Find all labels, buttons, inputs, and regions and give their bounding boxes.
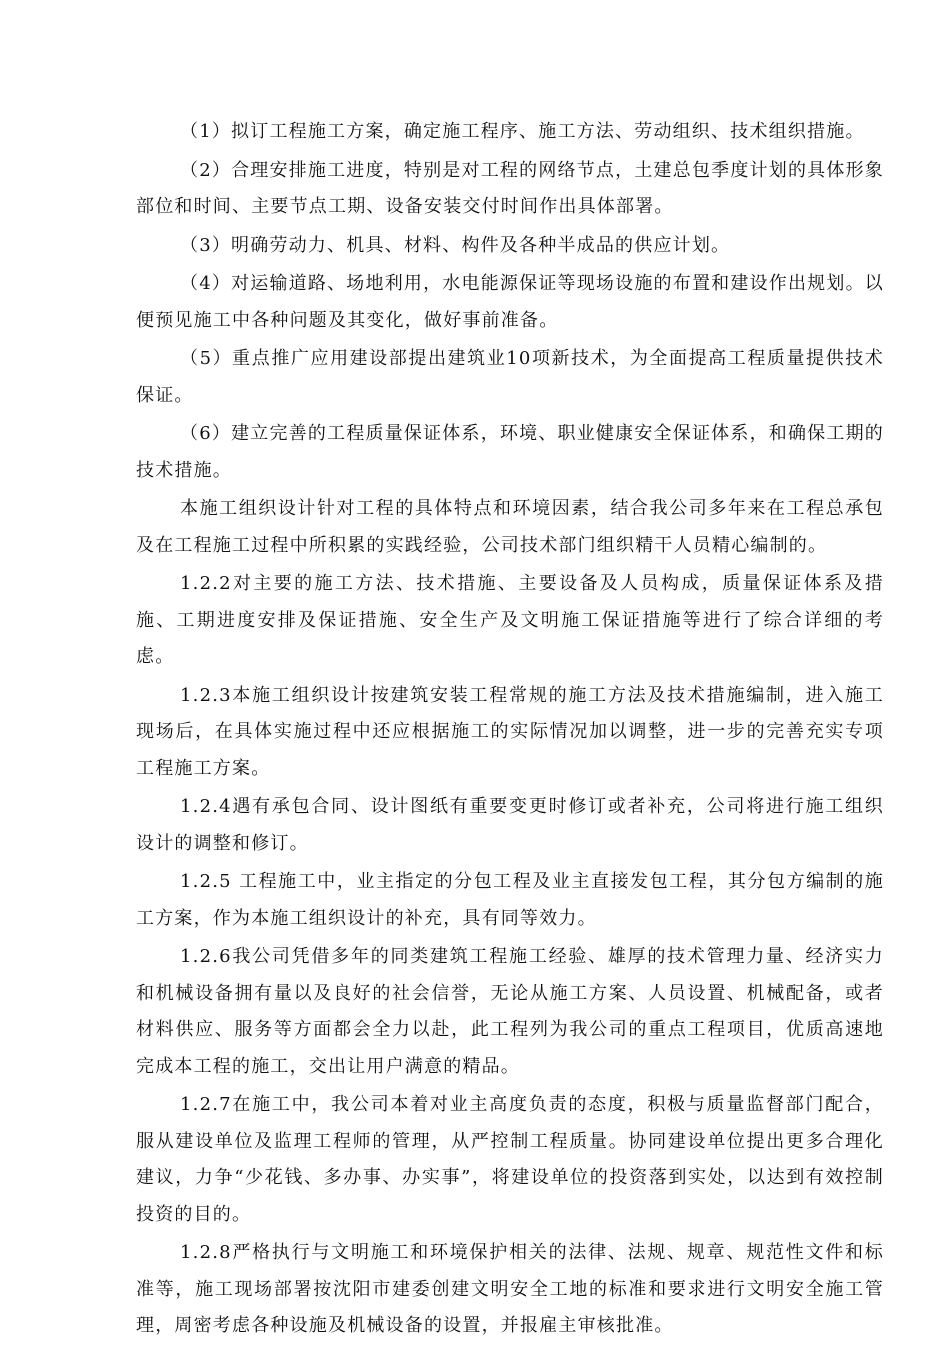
- paragraph-7: 本施工组织设计针对工程的具体特点和环境因素，结合我公司多年来在工程总承包及在工程施工过程中所积累的实践经验，公司技术部门组织精干人员精心编制的。: [136, 498, 884, 556]
- paragraph-12: 1.2.6我公司凭借多年的同类建筑工程施工经验、雄厚的技术管理力量、经济实力和机械设备拥有量以及良好的社会信誉，无论从施工方案、人员设置、机械配备，或者材料供应、服务等方面都会全力以赴，此工程列为我公司的重点工程项目，优质高速地完成本工程的施工，交出让用户满意的精品。: [136, 946, 884, 1077]
- paragraph-5: （5）重点推广应用建设部提出建筑业10项新技术，为全面提高工程质量提供技术保证。: [136, 348, 884, 406]
- paragraph-13: 1.2.7在施工中，我公司本着对业主高度负责的态度，积极与质量监督部门配合，服从建设单位及监理工程师的管理，从严控制工程质量。协同建设单位提出更多合理化建议，力争“少花钱、多办事、办实事”，将建设单位的投资落到实处，以达到有效控制投资的目的。: [136, 1094, 884, 1225]
- paragraph-3: （3）明确劳动力、机具、材料、构件及各种半成品的供应计划。: [180, 234, 731, 256]
- paragraph-2: （2）合理安排施工进度，特别是对工程的网络节点，土建总包季度计划的具体形象部位和时间、主要节点工期、设备安装交付时间作出具体部署。: [136, 159, 884, 217]
- paragraph-1: （1）拟订工程施工方案，确定施工程序、施工方法、劳动组织、技术组织措施。: [180, 121, 865, 142]
- paragraph-14: 1.2.8严格执行与文明施工和环境保护相关的法律、法规、规章、规范性文件和标准等，施工现场部署按沈阳市建委创建文明安全工地的标准和要求进行文明安全施工管理，周密考虑各种设施及机械设备的设置，并报雇主审核批准。: [136, 1242, 884, 1336]
- document-body: [136, 114, 884, 1347]
- paragraph-10: 1.2.4遇有承包合同、设计图纸有重要变更时修订或者补充，公司将进行施工组织设计的调整和修订。: [136, 796, 884, 854]
- paragraph-4: （4）对运输道路、场地利用，水电能源保证等现场设施的布置和建设作出规划。以便预见施工中各种问题及其变化，做好事前准备。: [136, 273, 884, 331]
- paragraph-8: 1.2.2对主要的施工方法、技术措施、主要设备及人员构成，质量保证体系及措施、工期进度安排及保证措施、安全生产及文明施工保证措施等进行了综合详细的考虑。: [136, 573, 884, 667]
- paragraph-11: 1.2.5 工程施工中，业主指定的分包工程及业主直接发包工程，其分包方编制的施工方案，作为本施工组织设计的补充，具有同等效力。: [136, 871, 884, 929]
- paragraph-9: 1.2.3本施工组织设计按建筑安装工程常规的施工方法及技术措施编制，进入施工现场后，在具体实施过程中还应根据施工的实际情况加以调整，进一步的完善充实专项工程施工方案。: [136, 684, 884, 779]
- paragraph-6: （6）建立完善的工程质量保证体系，环境、职业健康安全保证体系，和确保工期的技术措施。: [136, 423, 884, 481]
